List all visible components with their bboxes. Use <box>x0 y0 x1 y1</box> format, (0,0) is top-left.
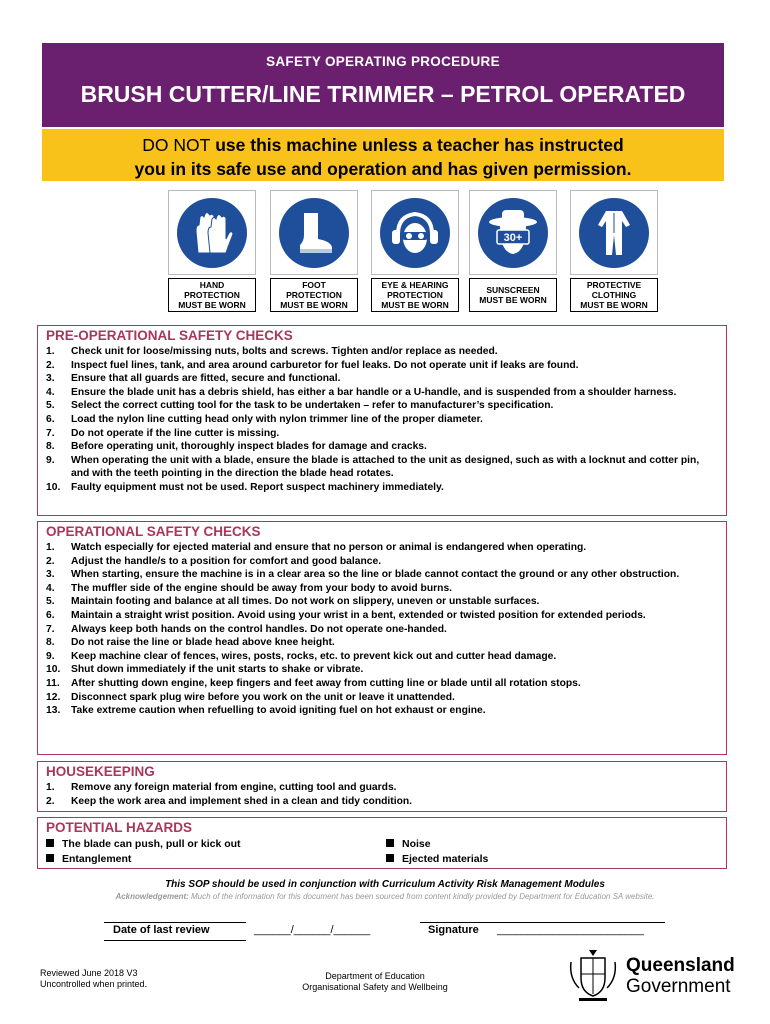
ppe-protective-clothing: PROTECTIVE CLOTHING MUST BE WORN <box>570 190 658 314</box>
item-number: 3. <box>46 569 55 581</box>
item-text: Keep the work area and implement shed in a clean and tidy condition. <box>71 795 413 807</box>
pre-operational-heading: PRE-OPERATIONAL SAFETY CHECKS <box>46 328 293 343</box>
pre-operational-list <box>38 345 726 495</box>
item-number: 7. <box>46 623 55 635</box>
item-number: 11. <box>46 677 60 689</box>
item-number: 4. <box>46 386 55 398</box>
list-item <box>38 677 720 691</box>
hazards-list <box>38 837 726 866</box>
warning-banner <box>42 129 724 181</box>
item-text: Adjust the handle/s to a position for comfort and good balance. <box>71 555 382 567</box>
list-item <box>38 413 720 427</box>
item-text: Keep machine clear of fences, wires, posts, rocks, etc. to prevent kick out and cutter head damage. <box>71 650 557 662</box>
item-number: 3. <box>46 373 55 385</box>
housekeeping-list <box>38 781 726 808</box>
hazard-item: The blade can push, pull or kick out <box>46 837 378 852</box>
warning-line-1-rest: use this machine unless a teacher has instructed <box>210 135 624 155</box>
item-text: Shut down immediately if the unit starts to shake or vibrate. <box>71 664 364 676</box>
footer-department: Department of Education Organisational Safety and Wellbeing <box>302 971 448 992</box>
list-item <box>38 609 720 623</box>
sunscreen-badge: 30+ <box>503 231 523 244</box>
date-blank[interactable]: ______/______/______ <box>254 924 371 936</box>
warning-line-2: you in its safe use and operation and has given permission. <box>134 159 632 179</box>
item-text: Remove any foreign material from engine, cutting tool and guards. <box>71 782 397 793</box>
logo-government: Government <box>626 976 731 997</box>
acknowledgement-note: Acknowledgement: Much of the information for this document has been sourced from content kindly provided by Department for Education SA website. <box>115 892 655 901</box>
sop-usage-note: This SOP should be used in conjunction with Curriculum Activity Risk Management Modules <box>165 879 605 890</box>
item-number: 7. <box>46 427 55 439</box>
gloves-icon <box>184 205 240 261</box>
ppe-hand-protection: HAND PROTECTION MUST BE WORN <box>168 190 256 314</box>
header-title: BRUSH CUTTER/LINE TRIMMER – PETROL OPERATED <box>80 81 686 107</box>
item-text: Ensure the blade unit has a debris shield, has either a bar handle or a U-handle, and is suspended from a shoulder harness. <box>71 386 677 398</box>
sop-header <box>42 43 724 127</box>
item-text: Take extreme caution when refuelling to avoid igniting fuel on hot exhaust or engine. <box>71 705 486 717</box>
list-item <box>38 555 720 569</box>
list-item <box>38 623 720 637</box>
housekeeping-heading: HOUSEKEEPING <box>46 764 155 779</box>
item-number: 2. <box>46 555 55 567</box>
list-item <box>38 345 720 359</box>
hazard-item: Entanglement <box>46 852 378 867</box>
list-item <box>38 568 720 582</box>
hazards-heading: POTENTIAL HAZARDS <box>46 820 193 835</box>
item-number: 2. <box>46 359 55 371</box>
list-item <box>38 454 720 481</box>
hazard-item: Ejected materials <box>386 852 718 867</box>
item-text: After shutting down engine, keep fingers and feet away from cutting line or blade until all rotation stops. <box>71 677 581 689</box>
item-text: Inspect fuel lines, tank, and area around carburetor for fuel leaks. Do not operate unit if leaks are found. <box>71 359 579 371</box>
eye-hearing-icon <box>386 204 444 262</box>
item-text: Before operating unit, thoroughly inspect blades for damage and cracks. <box>71 441 427 453</box>
item-text: Check unit for loose/missing nuts, bolts and screws. Tighten and/or replace as needed. <box>71 346 498 357</box>
list-item <box>38 386 720 400</box>
list-item <box>38 359 720 373</box>
warning-line-1 <box>42 133 724 157</box>
pre-operational-section <box>37 325 727 516</box>
ppe-sunscreen: 30+ SUNSCREEN MUST BE WORN <box>469 190 557 314</box>
bullet-square-icon <box>386 854 394 862</box>
item-text: Watch especially for ejected material and ensure that no person or animal is endangered when operating. <box>71 542 587 553</box>
operational-list <box>38 541 726 718</box>
hazard-item: Noise <box>386 837 718 852</box>
list-item <box>38 399 720 413</box>
list-item <box>38 595 720 609</box>
signature-line-top <box>420 922 665 923</box>
item-text: Always keep both hands on the control handles. Do not operate one-handed. <box>71 623 447 635</box>
operational-heading: OPERATIONAL SAFETY CHECKS <box>46 524 261 539</box>
warning-do-not: DO NOT <box>142 135 211 155</box>
queensland-government-logo <box>565 948 740 1003</box>
item-number: 6. <box>46 413 55 425</box>
item-text: The muffler side of the engine should be away from your body to avoid burns. <box>71 582 453 594</box>
item-text: Ensure that all guards are fitted, secure and functional. <box>71 373 341 385</box>
item-text: Do not raise the line or blade head above knee height. <box>71 637 335 649</box>
list-item <box>38 541 720 555</box>
item-number: 10. <box>46 664 61 676</box>
hazards-section <box>37 817 727 869</box>
item-text: Faulty equipment must not be used. Report suspect machinery immediately. <box>71 481 444 493</box>
item-number: 1. <box>46 542 55 553</box>
header-subtitle: SAFETY OPERATING PROCEDURE <box>266 54 500 69</box>
bullet-square-icon <box>46 854 54 862</box>
item-text: When operating the unit with a blade, ensure the blade is attached to the unit as designed, such as with a locknut and cotter pin, and with the teeth pointing in the direction the blade head rotates. <box>71 454 700 480</box>
item-number: 8. <box>46 637 55 649</box>
ppe-foot-protection: FOOT PROTECTION MUST BE WORN <box>270 190 358 314</box>
crest-icon <box>565 948 621 1003</box>
overalls-icon <box>586 205 642 261</box>
item-number: 5. <box>46 400 55 412</box>
item-number: 8. <box>46 441 55 453</box>
item-number: 5. <box>46 596 55 608</box>
item-text: Maintain footing and balance at all times. Do not work on slippery, uneven or unstable surfaces. <box>71 596 540 608</box>
item-text: Do not operate if the line cutter is missing. <box>71 427 280 439</box>
ppe-eye-hearing-protection: EYE & HEARING PROTECTION MUST BE WORN <box>371 190 459 314</box>
list-item <box>38 781 720 795</box>
item-number: 10. <box>46 481 61 493</box>
list-item <box>38 427 720 441</box>
item-text: Load the nylon line cutting head only with nylon trimmer line of the proper diameter. <box>71 413 483 425</box>
bullet-square-icon <box>386 839 394 847</box>
date-line-bottom <box>104 940 246 941</box>
item-number: 1. <box>46 782 55 793</box>
list-item <box>38 704 720 718</box>
item-number: 1. <box>46 346 55 357</box>
item-number: 4. <box>46 582 55 594</box>
item-text: Disconnect spark plug wire before you work on the unit or leave it unattended. <box>71 691 455 703</box>
signature-blank[interactable]: ________________________ <box>497 924 644 936</box>
housekeeping-section <box>37 761 727 812</box>
list-item <box>38 481 720 495</box>
date-line-top <box>104 922 246 923</box>
item-text: Select the correct cutting tool for the task to be undertaken – refer to manufacturer’s specification. <box>71 400 554 412</box>
item-number: 13. <box>46 705 61 717</box>
item-text: When starting, ensure the machine is in a clear area so the line or blade cannot contact the ground or any other obstruction. <box>71 569 680 581</box>
signature-label: Signature <box>428 924 479 936</box>
item-number: 9. <box>46 650 55 662</box>
item-number: 2. <box>46 795 55 807</box>
item-number: 6. <box>46 609 55 621</box>
list-item <box>38 691 720 705</box>
date-of-review-label: Date of last review <box>113 924 210 936</box>
item-text: Maintain a straight wrist position. Avoid using your wrist in a bent, extended or twisted position for extended periods. <box>71 609 646 621</box>
item-number: 12. <box>46 691 61 703</box>
list-item <box>38 582 720 596</box>
list-item <box>38 636 720 650</box>
list-item <box>38 663 720 677</box>
bullet-square-icon <box>46 839 54 847</box>
list-item <box>38 650 720 664</box>
sunscreen-hat-icon <box>482 202 544 264</box>
item-number: 9. <box>46 454 55 466</box>
list-item <box>38 440 720 454</box>
list-item <box>38 795 720 809</box>
list-item <box>38 372 720 386</box>
footer-review-info: Reviewed June 2018 V3 Uncontrolled when printed. <box>40 968 148 989</box>
operational-section <box>37 521 727 755</box>
logo-queensland: Queensland <box>626 955 735 976</box>
boot-icon <box>286 205 342 261</box>
